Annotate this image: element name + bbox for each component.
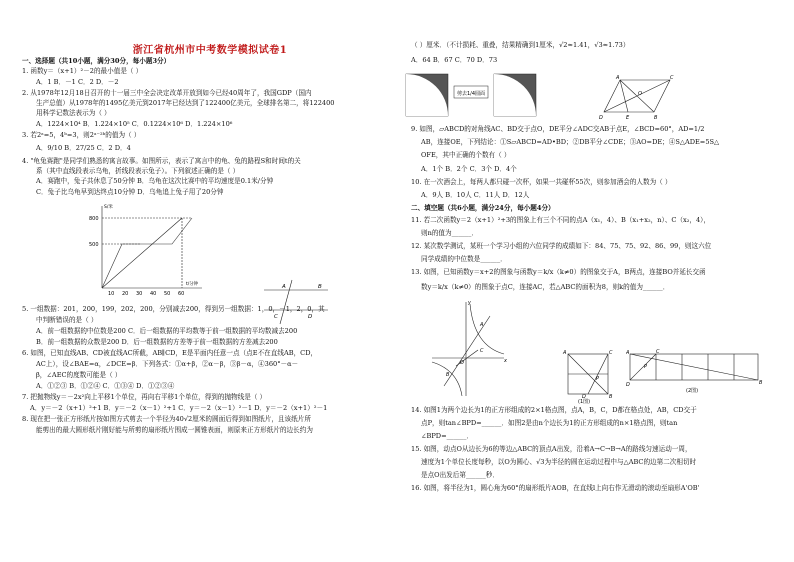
q9-options: A．1个 B．2个 C．3个 D．4个 [421, 165, 517, 173]
q10-options: A．9人 B．10人 C．11人 D．12人 [421, 191, 530, 199]
x-tick-60: 60 [178, 291, 185, 297]
question-6-line2: AC上），设∠BAE=α，∠DCE=β．下列各式：①α+β，②α－β，③β－α，④360°－α－ [36, 360, 299, 368]
point-p-label: P [596, 376, 600, 382]
question-2-line2: 生产总值）从1978年的1495亿美元到2017年已经达到了122400亿美元，全球排名第二，将122400 [36, 99, 335, 107]
question-14-line1: 14. 如图1为两个边长为1的正方形组成的2×1格点图，点A，B，C，D都在格点处，AB，CD交于 [411, 406, 697, 414]
point-o-label: O [638, 91, 642, 97]
x-tick-20: 20 [122, 291, 129, 297]
question-11-line1: 11. 若二次函数y＝2（x+1）²+3的图象上有三个不同的点A（x₁，4）、B（x₁+x₂，n）、C（x₂，4）， [411, 216, 711, 224]
x-tick-10: 10 [108, 291, 115, 297]
question-7: 7. 把抛物线y＝－2x²向上平移1个单位，再向右平移1个单位，得到的抛物线是（ ） [22, 393, 267, 401]
question-1: 1. 函数y＝（x+1）²－2的最小值是（ ） [22, 67, 143, 75]
q2-options: A．1224×10⁴ B．1.224×10⁵ C．0.1224×10⁶ D．1.224×10⁶ [36, 120, 233, 128]
q13-hyperbola-figure [430, 296, 510, 400]
question-14-line2: 点P，则tan∠BPD=______．如图2是由n个边长为1的正方形组成的n×1格点图，则tan [421, 419, 678, 427]
q1-options: A．1 B．－1 C．2 D．－2 [36, 78, 119, 86]
point-b-label: B [609, 394, 613, 400]
point-e-label: E [626, 115, 630, 121]
question-2-line3: 用科学记数法表示为（ ） [36, 109, 111, 117]
point-d-label: D [599, 115, 603, 121]
question-2-line1: 2. 从1978年12月18日召开的十一届三中全会决定改革开放到如今已经40周年了，我国GDP（国内 [22, 89, 312, 97]
question-4-line2: 系（其中直线段表示乌龟，折线段表示兔子）。下列叙述正确的是（ ） [36, 167, 240, 175]
q14-grid-figure-2 [626, 348, 766, 404]
point-a-label: A [563, 350, 567, 356]
question-8-line1: 8. 现在把一张正方形纸片按如图方式剪去一个半径为40√2厘米的圆面后得到如图纸片，且该纸片所 [22, 415, 311, 423]
point-c-label: C [656, 349, 660, 355]
q4-race-graph [88, 200, 208, 298]
x-tick-40: 40 [150, 291, 157, 297]
x-tick-30: 30 [136, 291, 143, 297]
point-d-label: D [582, 394, 586, 400]
section-heading-choice: 一、选择题（共10小题，满分30分，每小题3分） [22, 57, 171, 65]
question-9-line1: 9. 如图，▱ABCD的对角线AC、BD交于点O，DE平分∠ADC交AB于点E，∠BCD=60°，AD=1/2 [411, 125, 705, 133]
point-c-label: C [274, 314, 278, 320]
x-tick-50: 50 [164, 291, 171, 297]
point-a-label: A [616, 75, 620, 81]
question-3: 3. 若2ᵃ=5，4ᵇ=3，则2ᵃ⁻²ᵇ的值为（ ） [22, 131, 141, 139]
point-d-label: D [308, 314, 313, 320]
question-13-line2: 数y＝k/x（k≠0）的图象于点C，连接AC，若△ABC的面积为8，则k的值为______． [421, 283, 670, 291]
q7-options: A．y＝－2（x+1）²+1 B．y＝－2（x－1）²+1 C．y＝－2（x－1）²－1 D．y＝－2（x+1）²－1 [30, 404, 328, 412]
question-8-line3: （ ）厘米．（不计损耗、重叠，结果精确到1厘米，√2≈1.41，√3≈1.73） [411, 41, 630, 49]
page-title: 浙江省杭州市中考数学模拟试卷1 [132, 45, 288, 56]
y-tick-800: 800 [89, 216, 99, 222]
question-5-line1: 5. 一组数据：201，200，199，202，200，分别减去200，得到另一组数据：1，0，－1，2，0，其 [22, 305, 325, 313]
q5-options-bd: B．前一组数据的众数是200 D．后一组数据的方差等于前一组数据的方差减去200 [36, 338, 278, 346]
x-axis-label: x [504, 358, 507, 364]
q3-options: A．9/10 B．27/25 C．2 D．4 [36, 144, 131, 152]
q6-parallel-lines-figure [262, 278, 332, 326]
point-a-label: A [626, 350, 630, 356]
point-d-label: D [626, 382, 630, 388]
question-6-line3: β，∠AEC的度数可能是（ ） [36, 371, 122, 379]
point-b-label: B [446, 372, 450, 378]
question-8-line2: 能剪出的最大圆形纸片刚好能与所剪的扇形纸片围成一圆锥表面，则原来正方形纸片的边长约为 [36, 426, 313, 434]
q4-options-ab: A．赛跑中，兔子共休息了50分钟 B．乌龟在这次比赛中的平均速度是0.1米/分钟 [36, 177, 274, 185]
y-axis-label: y [468, 300, 471, 306]
point-p-label: P [644, 364, 648, 370]
question-15-line1: 15. 如图，动点O从边长为6的等边△ABC的顶点A出发，沿着A→C→B→A的路线匀速运动一周， [411, 445, 692, 453]
question-13-line1: 13. 如图，已知函数y＝x+2的图象与函数y＝k/x（k≠0）的图象交于A，B两点，连接BO并延长交函 [411, 268, 706, 276]
point-b-label: B [654, 115, 658, 121]
question-4-line1: 4. "龟兔赛跑"是同学们熟悉的寓言故事。如图所示，表示了寓言中的龟、兔的路程S和时间t的关 [22, 157, 301, 165]
question-10: 10. 在一次酒会上，每两人都只碰一次杯，如果一共碰杯55次，则参加酒会的人数为（ ） [411, 178, 672, 186]
point-c-label: C [480, 348, 484, 354]
q14-grid-figure-1 [562, 348, 618, 404]
question-15-line2: 速度为1个单位长度每秒，以O为圆心、√3为半径的圆在运动过程中与△ABC的边第二次相切时 [421, 458, 697, 466]
question-9-line2: AB，连接OE，下列结论：①S▱ABCD=AD•BD；②DB平分∠CDE；③AO=DE；④S△ADE=5S△ [421, 138, 720, 146]
q8-options: A．64 B．67 C．70 D．73 [411, 56, 498, 64]
q4-options-cd: C．兔子比乌龟早到达终点10分钟 D．乌龟追上兔子用了20分钟 [36, 188, 224, 196]
q5-options-ac: A．前一组数据的中位数是200 C．后一组数据的平均数等于前一组数据的平均数减去200 [36, 327, 298, 335]
point-a-label: A [480, 322, 484, 328]
point-b-label: B [318, 284, 322, 290]
point-a-label: A [282, 284, 286, 290]
q6-options: A．①②③ B．①②④ C．①③④ D．①②③④ [36, 382, 175, 390]
figure-1-caption: (1图) [578, 399, 591, 404]
y-axis-label: S/米 [104, 205, 113, 210]
q8-square-cut-figure [404, 68, 544, 120]
question-9-line3: OFE，其中正确的个数有（ ） [421, 151, 511, 159]
question-12-line1: 12. 某次数学测试，某班一个学习小组的六位同学的成绩如下：84、75、75、92、86、99，则这六位 [411, 242, 712, 250]
point-o-label: O [460, 360, 464, 366]
y-tick-500: 500 [89, 242, 99, 248]
question-11-line2: 则n的值为______． [421, 229, 478, 237]
figure-2-caption: (2图) [686, 388, 699, 394]
question-6-line1: 6. 如图，已知直线AB、CD被直线AC所截，AB∥CD，E是平面内任意一点（点E不在直线AB，CD， [22, 349, 318, 357]
point-b-label: B [759, 380, 763, 386]
section-heading-fill: 二、填空题（共6小题，满分24分，每小题4分） [411, 204, 555, 212]
x-axis-label: t/分钟 [186, 282, 199, 287]
point-c-label: C [670, 75, 674, 81]
question-5-line2: 中判断错误的是（ ） [36, 316, 98, 324]
q8-cut-label: 剪去1/4圆面 [457, 91, 486, 97]
point-c-label: C [609, 350, 613, 356]
question-14-line3: ∠BPD=______． [421, 432, 473, 440]
question-15-line3: 是点O出发后第______秒． [421, 471, 499, 479]
q9-parallelogram-figure [598, 72, 678, 122]
question-12-line2: 同学成绩的中位数是______． [421, 255, 507, 263]
question-16-line1: 16. 如图，将半径为1，圆心角为60°的扇形纸片AOB，在直线l上向右作无滑动的滚动至扇形A'OB' [411, 484, 700, 492]
